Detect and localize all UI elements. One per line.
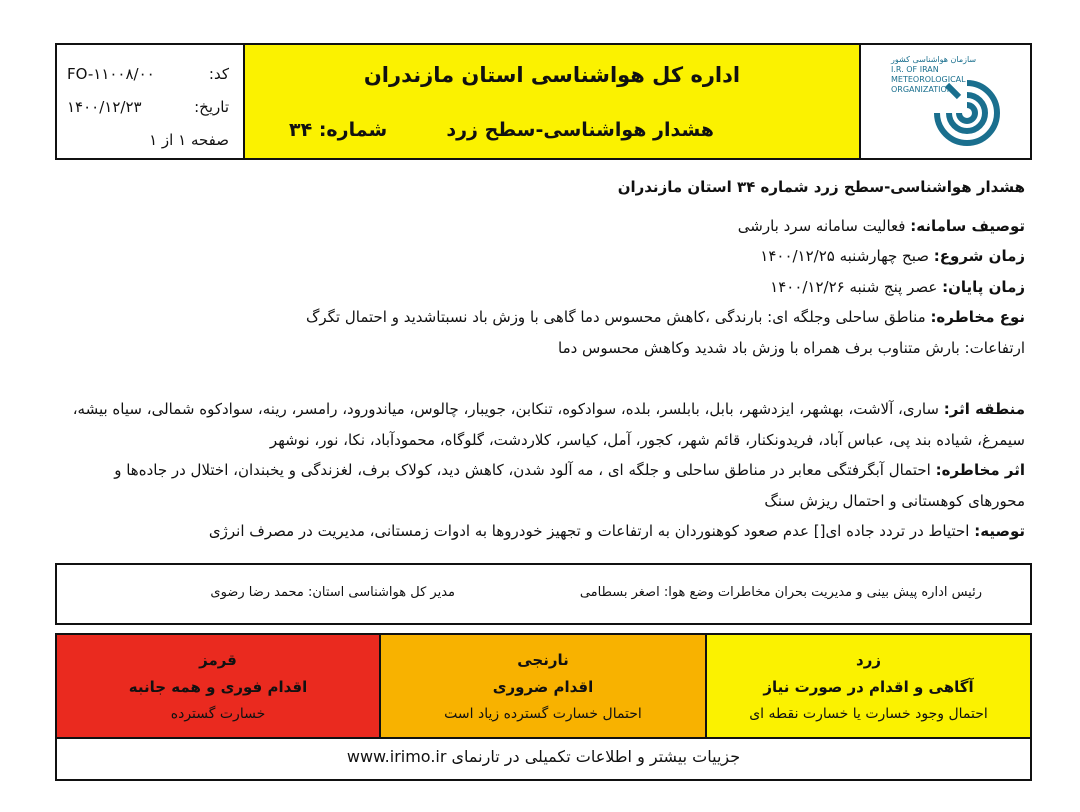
logo-line-3: ORGANIZATION — [891, 85, 953, 94]
org-title: اداره کل هواشناسی استان مازندران — [363, 63, 741, 87]
page-text: صفحه ۱ از ۱ — [149, 130, 229, 149]
warning-levels-table — [55, 633, 1032, 781]
date-row — [67, 90, 229, 123]
level-name: نارنجی — [517, 651, 569, 669]
footer-website-note: جزییات بیشتر و اطلاعات تکمیلی در تارنمای www.irimo.ir — [346, 747, 741, 766]
start-label: زمان شروع: — [933, 247, 1025, 265]
logo-line-1: I.R. OF IRAN — [891, 65, 939, 74]
effect-value: احتمال آبگرفتگی معابر در مناطق ساحلی و جلگه ای ، مه آلود شدن، کاهش دید، کولاک برف، لغزندگی و یخبندان، اختلال در جاده‌ها و محورهای کوهستانی و احتمال ریزش سنگ — [114, 461, 1025, 510]
level-red — [57, 635, 379, 737]
code-row — [67, 57, 229, 90]
level-yellow — [707, 635, 1030, 737]
warning-number: شماره: ۳۴ — [289, 119, 388, 141]
document-title: هشدار هواشناسی-سطح زرد شماره ۳۴ استان مازندران — [617, 178, 1025, 196]
code-label: کد: — [208, 64, 229, 83]
warning-level: هشدار هواشناسی-سطح زرد — [446, 119, 714, 141]
warning-body — [60, 172, 1025, 547]
signature-box — [55, 563, 1032, 625]
document-header — [55, 43, 1032, 160]
level-description: احتمال وجود خسارت یا خسارت نقطه ای — [749, 706, 988, 722]
area-label: منطقه اثر: — [943, 400, 1025, 418]
level-orange — [379, 635, 707, 737]
system-description — [60, 211, 1025, 242]
meteorological-organization-logo-icon — [919, 67, 1015, 159]
levels-row — [57, 635, 1030, 739]
level-description: خسارت گسترده — [170, 706, 266, 722]
level-action: اقدام فوری و همه جانبه — [128, 678, 308, 696]
logo-line-2: METEOROLOGICAL — [891, 75, 966, 84]
end-time — [60, 272, 1025, 303]
system-label: توصیف سامانه: — [910, 216, 1025, 235]
code-value: FO-۱۱۰۰۸/۰۰ — [67, 64, 155, 83]
hazard-effect — [60, 455, 1025, 516]
spacer — [60, 363, 1025, 394]
form-meta — [57, 45, 245, 158]
director-signature: مدیر کل هواشناسی استان: محمد رضا رضوی — [210, 585, 455, 600]
start-value: صبح چهارشنبه ۱۴۰۰/۱۲/۲۵ — [760, 247, 934, 265]
system-value: فعالیت سامانه سرد بارشی — [737, 216, 911, 235]
affected-area — [60, 394, 1025, 455]
highlands-text: ارتفاعات: بارش متناوب برف همراه با وزش باد شدید وکاهش محسوس دما — [558, 338, 1025, 357]
advice-value: احتیاط در تردد جاده ای[] عدم صعود کوهنوردان به ارتفاعات و تجهیز خودروها به ادوات زمستانی، مدیریت در مصرف انرژی — [208, 522, 975, 540]
level-action: آگاهی و اقدام در صورت نیاز — [763, 678, 974, 696]
advice-label: توصیه: — [974, 522, 1025, 540]
hazard-value: مناطق ساحلی وجلگه ای: بارندگی ،کاهش محسوس دما گاهی با وزش باد نسبتاشدید و احتمال تگرگ — [305, 308, 931, 326]
crisis-head-signature: رئیس اداره پیش بینی و مدیریت بحران مخاطرات وضع هوا: اصغر بسطامی — [579, 585, 982, 600]
title-block — [245, 45, 861, 158]
area-value: ساری، آلاشت، بهشهر، ایزدشهر، بابل، بابلسر، بلده، سوادکوه، تنکابن، جویبار، چالوس، میاندورود، رامسر، رینه، سوادکوه شمالی، سیاه بیشه، سیمرغ، شیاده بند پی، عباس آباد، فریدونکنار، قائم شهر، کجور، آمل، کیاسر، کلاردشت، گلوگاه، محمودآباد، نکا، نور، نوشهر — [72, 400, 1025, 449]
level-name: قرمز — [199, 651, 237, 669]
level-name: زرد — [856, 651, 881, 669]
date-label: تاریخ: — [194, 97, 229, 116]
start-time — [60, 241, 1025, 272]
end-label: زمان پایان: — [942, 277, 1025, 296]
hazard-label: نوع مخاطره: — [930, 308, 1025, 326]
date-value: ۱۴۰۰/۱۲/۲۳ — [67, 97, 142, 116]
level-description: احتمال خسارت گسترده زیاد است — [444, 706, 642, 722]
effect-label: اثر مخاطره: — [935, 461, 1025, 479]
page-row — [67, 123, 229, 156]
advice — [60, 516, 1025, 547]
logo-line-fa: سازمان هواشناسی کشور — [891, 55, 977, 64]
level-action: اقدام ضروری — [492, 678, 594, 696]
hazard-type — [60, 302, 1025, 333]
logo-block — [861, 45, 1030, 158]
end-value: عصر پنج شنبه ۱۴۰۰/۱۲/۲۶ — [770, 277, 943, 296]
